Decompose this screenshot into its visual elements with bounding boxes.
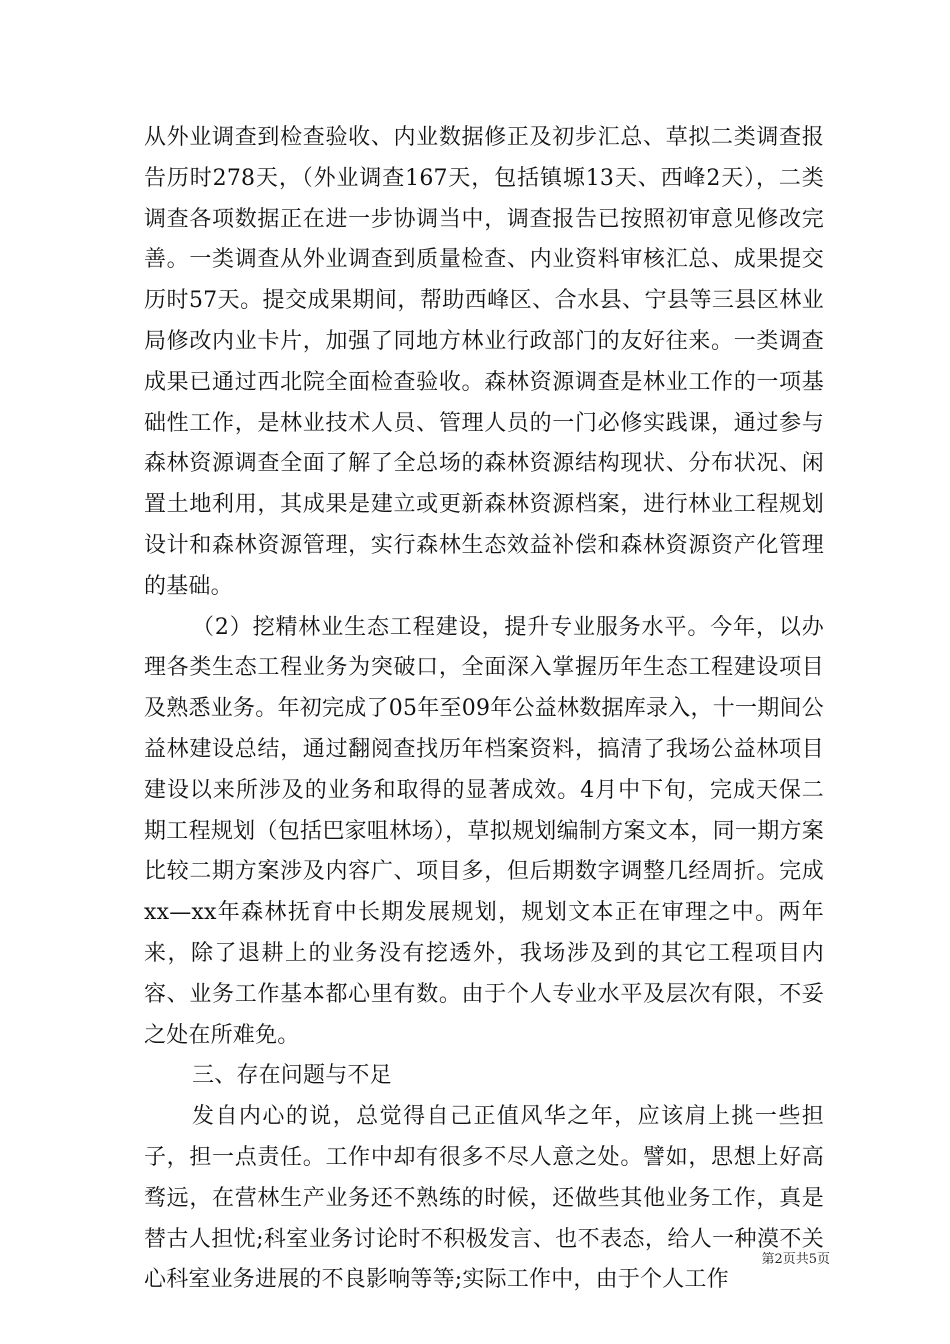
page-number-footer: 第2页共5页 bbox=[761, 1252, 830, 1267]
section-heading-problems: 三、存在问题与不足 bbox=[192, 1063, 392, 1089]
paragraph-survey-summary: 从外业调查到检查验收、内业数据修正及初步汇总、草拟二类调查报告历时278天，（外业调查167天，包括镇塬13天、西峰2天），二类调查各项数据正在进一步协调当中，调查报告已按照初审意见修改完善。一类调查从外业调查到质量检查、内业资料审核汇总、成果提交历时57天。提交成果期间，帮助西峰区、合水县、宁县等三县区林业局修改内业卡片，加强了同地方林业行政部门的友好往来。一类调查成果已通过西北院全面检查验收。森林资源调查是林业工作的一项基础性工作，是林业技术人员、管理人员的一门必修实践课，通过参与森林资源调查全面了解了全总场的森林资源结构现状、分布状况、闲置土地利用，其成果是建立或更新森林资源档案，进行林业工程规划设计和森林资源管理，实行森林生态效益补偿和森林资源资产化管理的基础。 bbox=[144, 125, 824, 599]
paragraph-ecological-engineering: （2）挖精林业生态工程建设，提升专业服务水平。今年，以办理各类生态工程业务为突破口，全面深入掌握历年生态工程建设项目及熟悉业务。年初完成了05年至09年公益林数据库录入，十一期间公益林建设总结，通过翻阅查找历年档案资料，搞清了我场公益林项目建设以来所涉及的业务和取得的显著成效。4月中下旬，完成天保二期工程规划（包括巴家咀林场），草拟规划编制方案文本，同一期方案比较二期方案涉及内容广、项目多，但后期数字调整几经周折。完成xx—xx年森林抚育中长期发展规划，规划文本正在审理之中。两年来，除了退耕上的业务没有挖透外，我场涉及到的其它工程项目内容、业务工作基本都心里有数。由于个人专业水平及层次有限，不妥之处在所难免。 bbox=[144, 614, 824, 1048]
paragraph-self-reflection: 发自内心的说，总觉得自己正值风华之年，应该肩上挑一些担子，担一点责任。工作中却有很多不尽人意之处。譬如，思想上好高骛远，在营林生产业务还不熟练的时候，还做些其他业务工作，真是替古人担忧;科室业务讨论时不积极发言、也不表态，给人一种漠不关心科室业务进展的不良影响等等;实际工作中，由于个人工作 bbox=[144, 1104, 824, 1293]
document-body bbox=[144, 118, 824, 1301]
